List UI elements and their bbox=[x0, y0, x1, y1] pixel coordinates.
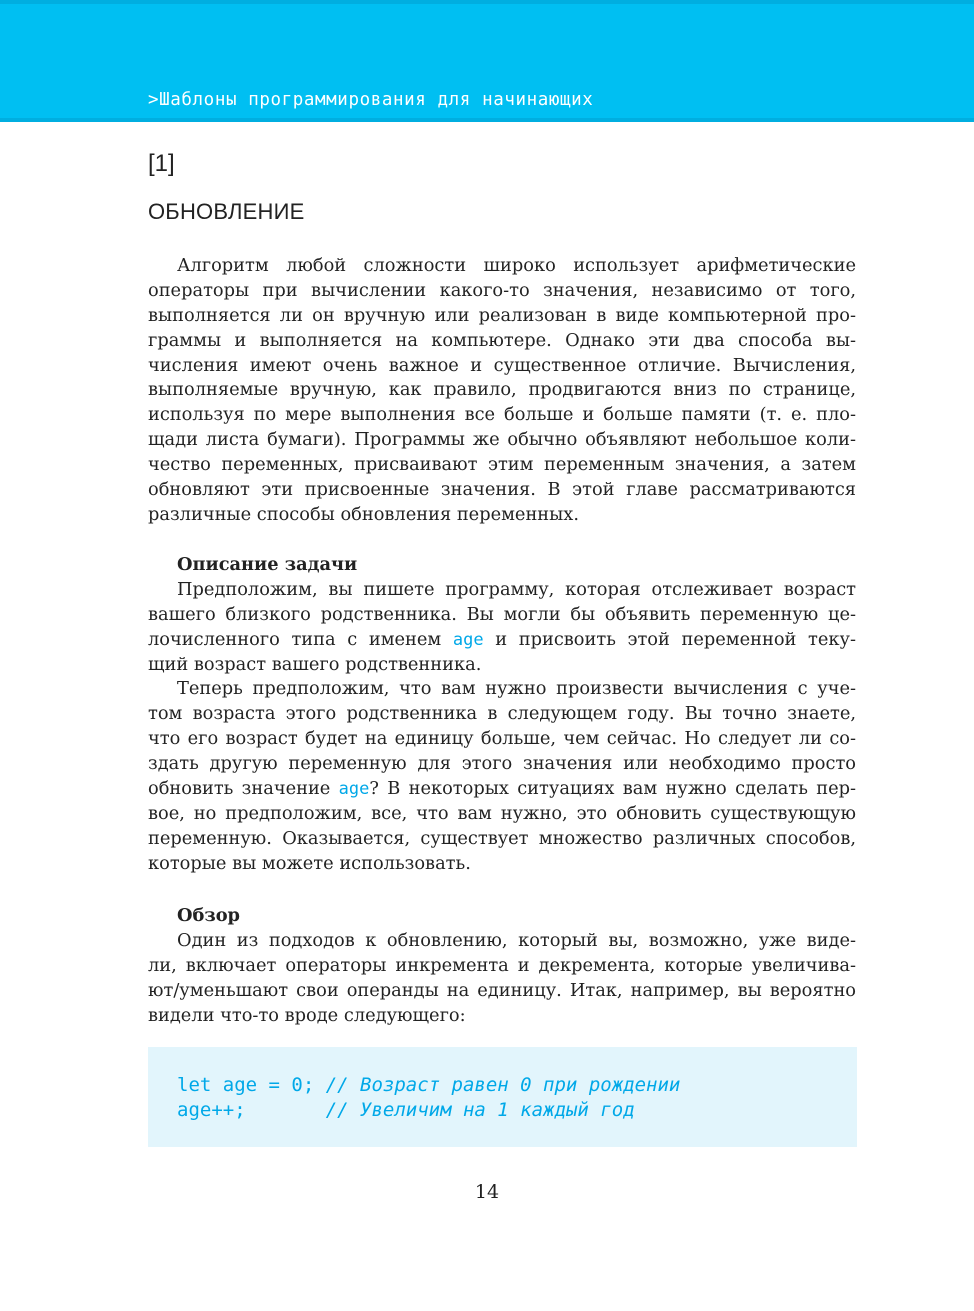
code-line bbox=[177, 1074, 680, 1096]
task-line: здать другую переменную для этого значения или необходимо просто bbox=[148, 753, 856, 775]
overview-line: ют/уменьшают свои операнды на единицу. Итак, например, вы вероятно bbox=[148, 979, 856, 1001]
code-statement: age++; bbox=[177, 1099, 326, 1121]
running-head: >Шаблоны программирования для начинающих bbox=[148, 90, 594, 110]
task-line bbox=[148, 777, 856, 802]
intro-line: обновляют эти присвоенные значения. В этой главе рассматриваются bbox=[148, 479, 856, 501]
intro-line: используя по мере выполнения все больше и больше памяти (т. е. пло- bbox=[148, 404, 856, 426]
header-band bbox=[0, 0, 974, 122]
task-heading: Описание задачи bbox=[177, 554, 358, 575]
header-bottom-rule bbox=[0, 118, 974, 122]
inline-code-age: age bbox=[338, 779, 370, 800]
code-comment: // Возраст равен 0 при рождении bbox=[325, 1074, 681, 1096]
chapter-title: ОБНОВЛЕНИЕ bbox=[148, 199, 305, 224]
task-line: вое, но предположим, все, что вам нужно, это обновить существующую bbox=[148, 802, 856, 824]
task-line: Теперь предположим, что вам нужно произвести вычисления с уче- bbox=[177, 678, 856, 700]
task-line: Предположим, вы пишете программу, которая отслеживает возраст bbox=[177, 578, 856, 600]
task-section bbox=[148, 553, 856, 877]
intro-line: различные способы обновления переменных. bbox=[148, 503, 579, 525]
intro-line: выполняемые вручную, как правило, продвигаются вниз по странице, bbox=[148, 379, 856, 401]
code-example-box bbox=[148, 1047, 857, 1147]
task-line: переменную. Оказывается, существует множество различных способов, bbox=[148, 827, 856, 849]
task-line: щий возраст вашего родственника. bbox=[148, 653, 482, 675]
intro-line: операторы при вычислении какого-то значения, независимо от того, bbox=[148, 279, 856, 301]
intro-line: чество переменных, присваивают этим переменным значения, а затем bbox=[148, 454, 856, 476]
intro-line: граммы и выполняется на компьютере. Однако эти два способа вы- bbox=[148, 329, 856, 351]
overview-line: видели что-то вроде следующего: bbox=[148, 1004, 466, 1026]
intro-line: Алгоритм любой сложности широко использует арифметические bbox=[177, 255, 856, 276]
task-line: которые вы можете использовать. bbox=[148, 852, 471, 874]
header-top-rule bbox=[0, 0, 974, 4]
task-text-fragment: ? В некоторых ситуациях вам нужно сделать пер- bbox=[369, 778, 856, 800]
code-line bbox=[177, 1099, 635, 1121]
intro-paragraph bbox=[148, 254, 856, 528]
overview-line: ли, включает операторы инкремента и декремента, которые увеличива- bbox=[148, 954, 856, 976]
intro-line: выполняется ли он вручную или реализован в виде компьютерной про- bbox=[148, 304, 856, 326]
task-text-fragment: обновить значение bbox=[148, 778, 339, 800]
overview-section bbox=[148, 904, 856, 1028]
overview-line: Один из подходов к обновлению, который вы, возможно, уже виде- bbox=[177, 929, 856, 951]
code-comment: // Увеличим на 1 каждый год bbox=[325, 1099, 635, 1121]
task-line: том возраста этого родственника в следующем году. Вы точно знаете, bbox=[148, 703, 856, 725]
task-text-fragment: и присвоить этой переменной теку- bbox=[483, 628, 856, 650]
task-line: вашего близкого родственника. Вы могли бы объявить переменную це- bbox=[148, 603, 856, 625]
inline-code-age: age bbox=[452, 629, 484, 650]
page-number: 14 bbox=[474, 1181, 500, 1203]
intro-line: числения имеют очень важное и существенное отличие. Вычисления, bbox=[148, 354, 856, 376]
overview-heading: Обзор bbox=[177, 905, 240, 926]
task-text-fragment: лочисленного типа с именем bbox=[148, 628, 453, 650]
task-line: что его возраст будет на единицу больше, чем сейчас. Но следует ли со- bbox=[148, 728, 856, 750]
chapter-number: [1] bbox=[148, 150, 175, 177]
task-line bbox=[148, 628, 856, 653]
code-statement: let age = 0; bbox=[177, 1074, 326, 1096]
intro-line: щади листа бумаги). Программы же обычно объявляют небольшое коли- bbox=[148, 429, 856, 451]
